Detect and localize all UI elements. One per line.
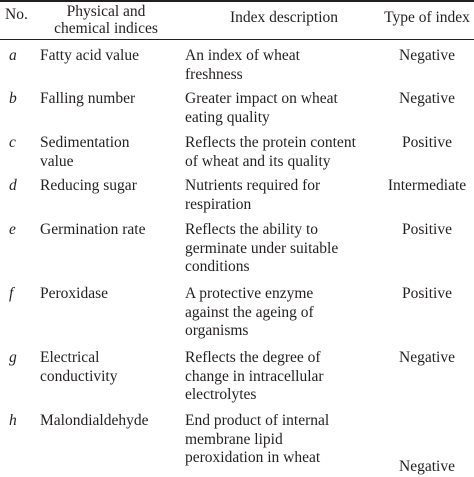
row-c-index-line: Sedimentation [40, 134, 130, 151]
row-f-type: Positive [402, 285, 452, 302]
row-d-no: d [9, 177, 17, 194]
row-c-description-line: Reflects the protein content [185, 134, 356, 151]
header-indices-line2: chemical indices [54, 20, 158, 37]
row-c-description [185, 134, 356, 171]
row-d-description-line: respiration [185, 195, 252, 213]
row-a-description-line: freshness [185, 65, 243, 83]
row-g-index-line: Electrical [40, 349, 100, 366]
row-h-description [185, 412, 329, 468]
row-h-index-line: Malondialdehyde [40, 412, 149, 429]
header-type: Type of index [384, 9, 470, 26]
row-c-no: c [9, 134, 16, 151]
row-c-type: Positive [402, 134, 452, 151]
row-h-no: h [9, 412, 17, 429]
row-e-type: Positive [402, 221, 452, 238]
row-a-type: Negative [399, 47, 455, 64]
row-a-index-line: Fatty acid value [40, 47, 139, 64]
row-g-no: g [9, 349, 17, 366]
row-f-description [185, 285, 314, 341]
row-g-index-line: conductivity [40, 367, 118, 385]
row-g-description [185, 349, 324, 405]
row-a-no: a [9, 47, 17, 64]
row-g-description-line: electrolytes [185, 386, 257, 404]
row-b-type: Negative [399, 90, 455, 107]
row-h-index [40, 412, 148, 431]
header-no: No. [5, 6, 28, 23]
row-e-no: e [9, 221, 16, 238]
row-b-description-line: eating quality [185, 108, 270, 126]
row-h-description-line: peroxidation in wheat [185, 449, 321, 467]
row-a-index [40, 47, 139, 66]
row-e-description-line: Reflects the ability to [185, 221, 319, 238]
row-c-index-line: value [40, 152, 74, 170]
row-b-description [185, 90, 338, 127]
row-h-type: Negative [399, 458, 455, 475]
row-h-description-line: membrane lipid [185, 430, 283, 448]
row-d-description [185, 177, 320, 214]
row-e-index-line: Germination rate [40, 221, 146, 238]
row-g-description-line: change in intracellular [185, 367, 324, 385]
row-d-index-line: Reducing sugar [40, 177, 137, 194]
row-e-description-line: conditions [185, 258, 250, 276]
row-g-index [40, 349, 118, 386]
row-f-description-line: organisms [185, 322, 249, 340]
row-b-index [40, 90, 135, 109]
row-f-index [40, 285, 108, 304]
row-f-no: f [9, 285, 14, 302]
row-f-index-line: Peroxidase [40, 285, 109, 302]
row-e-index [40, 221, 145, 240]
row-f-description-line: against the ageing of [185, 303, 314, 321]
row-a-description [185, 47, 300, 84]
row-c-description-line: of wheat and its quality [185, 152, 331, 170]
row-d-type: Intermediate [387, 177, 467, 194]
row-e-description-line: germinate under suitable [185, 239, 339, 257]
row-b-no: b [9, 90, 17, 107]
row-f-description-line: A protective enzyme [185, 285, 314, 302]
row-b-index-line: Falling number [40, 90, 136, 107]
header-indices-line1: Physical and [66, 3, 146, 20]
header-rule [0, 39, 474, 40]
row-b-description-line: Greater impact on wheat [185, 90, 338, 107]
header-indices [28, 3, 184, 37]
row-c-index [40, 134, 130, 171]
row-d-description-line: Nutrients required for [185, 177, 321, 194]
row-g-description-line: Reflects the degree of [185, 349, 321, 366]
header-description: Index description [229, 9, 339, 26]
row-a-description-line: An index of wheat [185, 47, 300, 64]
table-top-rule [0, 0, 474, 2]
row-h-description-line: End product of internal [185, 412, 330, 429]
row-e-description [185, 221, 338, 277]
row-d-index [40, 177, 137, 196]
row-g-type: Negative [399, 349, 455, 366]
